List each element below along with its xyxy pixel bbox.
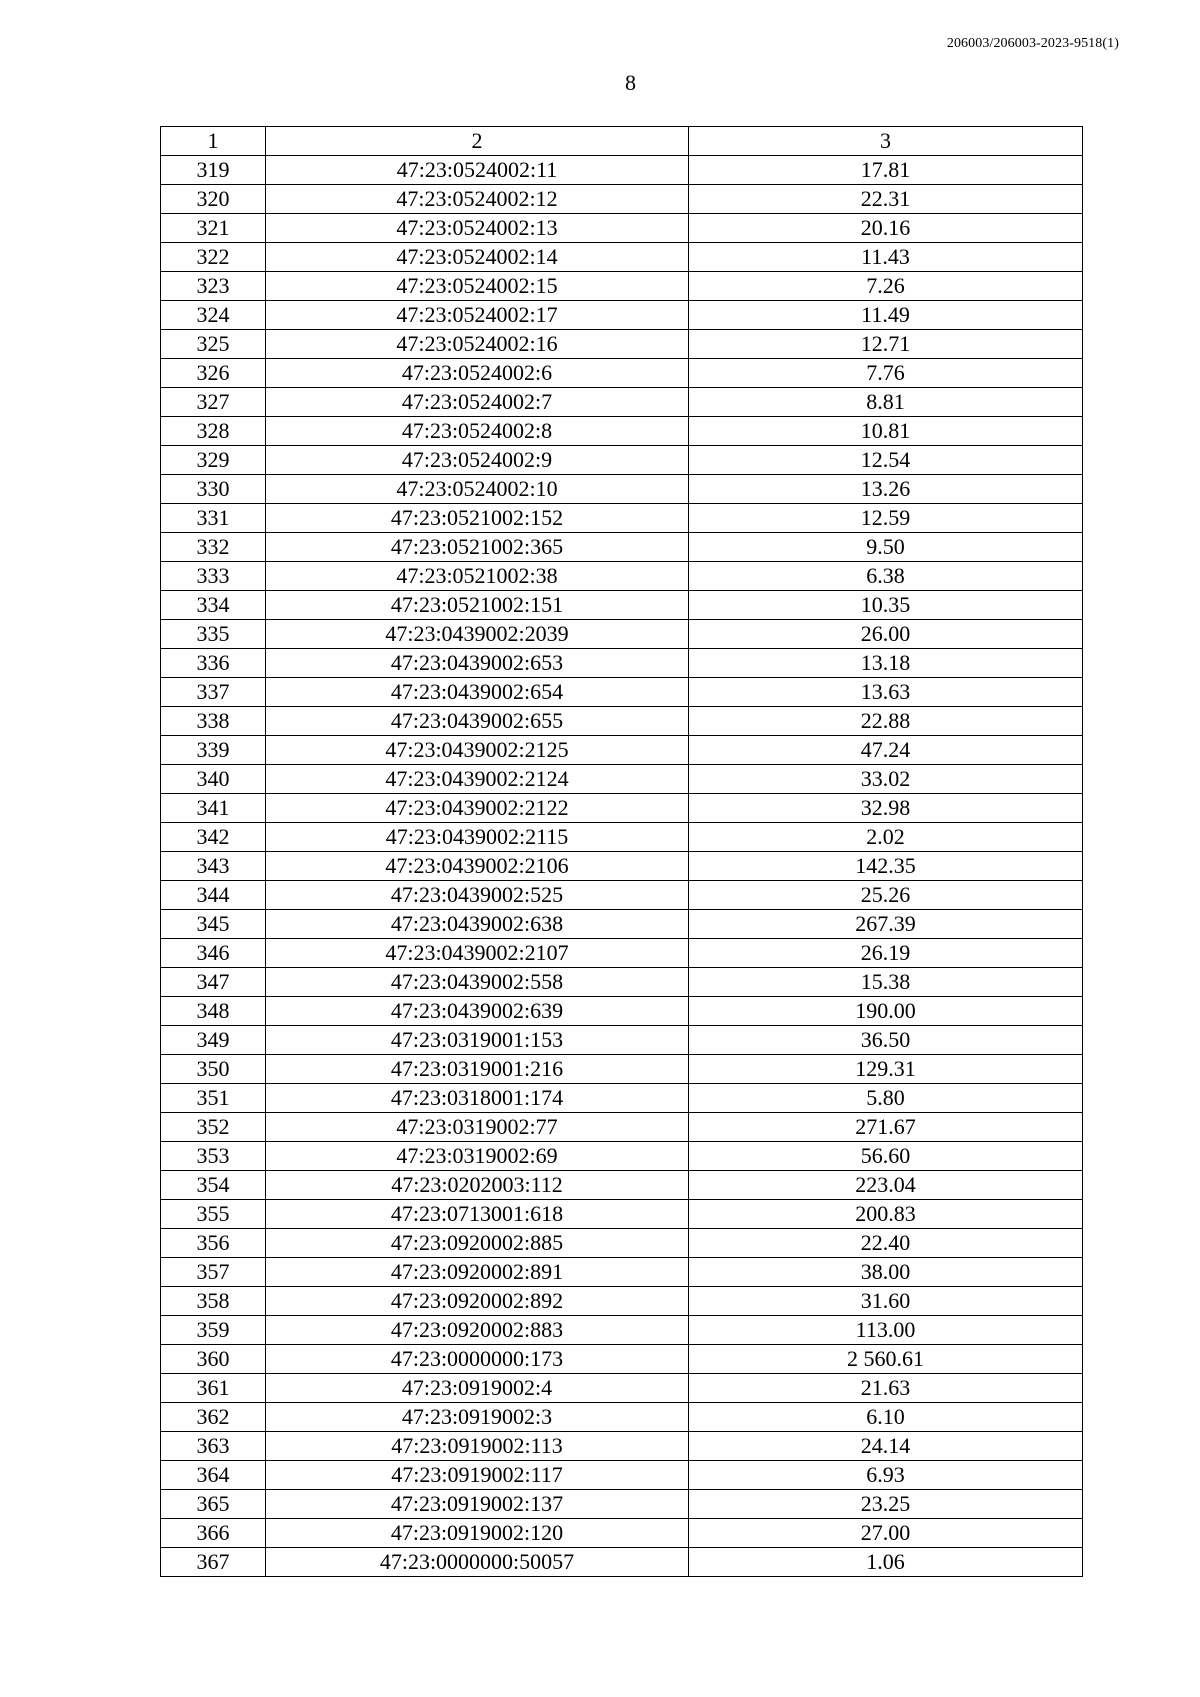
cell-cadastral-number: 47:23:0524002:16 [266,330,689,359]
table-body [161,156,1083,1577]
cell-row-number: 356 [161,1229,266,1258]
cell-row-number: 347 [161,968,266,997]
cell-value: 23.25 [689,1490,1083,1519]
table-row [161,1316,1083,1345]
cell-cadastral-number: 47:23:0000000:173 [266,1345,689,1374]
table-row [161,1026,1083,1055]
table-row [161,823,1083,852]
cell-value: 6.10 [689,1403,1083,1432]
cell-row-number: 340 [161,765,266,794]
cell-row-number: 350 [161,1055,266,1084]
page-number: 8 [625,70,636,95]
column-header-cadastral: 2 [266,127,689,156]
table-row [161,765,1083,794]
cell-value: 267.39 [689,910,1083,939]
table-row [161,388,1083,417]
table-row [161,939,1083,968]
cell-row-number: 365 [161,1490,266,1519]
cell-cadastral-number: 47:23:0202003:112 [266,1171,689,1200]
table-row [161,533,1083,562]
table-row [161,185,1083,214]
cell-value: 32.98 [689,794,1083,823]
cell-cadastral-number: 47:23:0521002:152 [266,504,689,533]
cell-value: 10.81 [689,417,1083,446]
cell-row-number: 348 [161,997,266,1026]
cell-cadastral-number: 47:23:0319001:216 [266,1055,689,1084]
cell-cadastral-number: 47:23:0439002:2125 [266,736,689,765]
cell-row-number: 367 [161,1548,266,1577]
table-header-row [161,127,1083,156]
table-row [161,1229,1083,1258]
cell-row-number: 337 [161,678,266,707]
cell-row-number: 329 [161,446,266,475]
cell-row-number: 321 [161,214,266,243]
land-plots-table [160,126,1083,1577]
cell-row-number: 355 [161,1200,266,1229]
table-row [161,794,1083,823]
cell-value: 22.31 [689,185,1083,214]
cell-value: 142.35 [689,852,1083,881]
table-row [161,1055,1083,1084]
cell-cadastral-number: 47:23:0439002:654 [266,678,689,707]
cell-cadastral-number: 47:23:0524002:12 [266,185,689,214]
cell-value: 26.00 [689,620,1083,649]
cell-value: 11.43 [689,243,1083,272]
cell-row-number: 360 [161,1345,266,1374]
table-row [161,997,1083,1026]
table-row [161,301,1083,330]
cell-cadastral-number: 47:23:0524002:10 [266,475,689,504]
cell-value: 17.81 [689,156,1083,185]
table-row [161,1403,1083,1432]
cell-cadastral-number: 47:23:0000000:50057 [266,1548,689,1577]
cell-cadastral-number: 47:23:0439002:525 [266,881,689,910]
cell-cadastral-number: 47:23:0319002:69 [266,1142,689,1171]
cell-value: 8.81 [689,388,1083,417]
cell-row-number: 336 [161,649,266,678]
cell-row-number: 359 [161,1316,266,1345]
cell-cadastral-number: 47:23:0920002:891 [266,1258,689,1287]
cell-row-number: 338 [161,707,266,736]
cell-row-number: 333 [161,562,266,591]
cell-cadastral-number: 47:23:0524002:11 [266,156,689,185]
cell-cadastral-number: 47:23:0521002:151 [266,591,689,620]
cell-value: 33.02 [689,765,1083,794]
cell-row-number: 339 [161,736,266,765]
cell-row-number: 319 [161,156,266,185]
cell-value: 13.18 [689,649,1083,678]
cell-row-number: 322 [161,243,266,272]
cell-value: 27.00 [689,1519,1083,1548]
table-row [161,156,1083,185]
table-row [161,1113,1083,1142]
table-row [161,1171,1083,1200]
cell-row-number: 328 [161,417,266,446]
cell-value: 1.06 [689,1548,1083,1577]
cell-value: 31.60 [689,1287,1083,1316]
table-row [161,446,1083,475]
cell-row-number: 334 [161,591,266,620]
cell-value: 38.00 [689,1258,1083,1287]
cell-value: 2.02 [689,823,1083,852]
table-row [161,214,1083,243]
cell-value: 36.50 [689,1026,1083,1055]
cell-cadastral-number: 47:23:0919002:117 [266,1461,689,1490]
cell-value: 6.93 [689,1461,1083,1490]
table-row [161,1548,1083,1577]
cell-cadastral-number: 47:23:0439002:638 [266,910,689,939]
cell-row-number: 358 [161,1287,266,1316]
table-row [161,591,1083,620]
cell-cadastral-number: 47:23:0919002:3 [266,1403,689,1432]
cell-row-number: 326 [161,359,266,388]
table-row [161,1200,1083,1229]
cell-row-number: 366 [161,1519,266,1548]
table-row [161,417,1083,446]
cell-value: 11.49 [689,301,1083,330]
cell-row-number: 335 [161,620,266,649]
cell-row-number: 341 [161,794,266,823]
column-header-number: 1 [161,127,266,156]
document-reference: 206003/206003-2023-9518(1) [946,36,1119,51]
cell-cadastral-number: 47:23:0319001:153 [266,1026,689,1055]
cell-row-number: 342 [161,823,266,852]
column-header-value: 3 [689,127,1083,156]
cell-value: 24.14 [689,1432,1083,1461]
cell-row-number: 351 [161,1084,266,1113]
cell-cadastral-number: 47:23:0439002:2115 [266,823,689,852]
table-row [161,272,1083,301]
cell-row-number: 362 [161,1403,266,1432]
cell-row-number: 332 [161,533,266,562]
cell-value: 10.35 [689,591,1083,620]
table-row [161,736,1083,765]
table-row [161,243,1083,272]
cell-cadastral-number: 47:23:0439002:2124 [266,765,689,794]
cell-cadastral-number: 47:23:0439002:2039 [266,620,689,649]
table-row [161,1490,1083,1519]
cell-cadastral-number: 47:23:0920002:885 [266,1229,689,1258]
table-row [161,881,1083,910]
cell-row-number: 330 [161,475,266,504]
cell-cadastral-number: 47:23:0524002:14 [266,243,689,272]
cell-cadastral-number: 47:23:0919002:120 [266,1519,689,1548]
cell-value: 6.38 [689,562,1083,591]
table-row [161,968,1083,997]
table-row [161,678,1083,707]
cell-row-number: 352 [161,1113,266,1142]
table-row [161,649,1083,678]
cell-value: 113.00 [689,1316,1083,1345]
cell-value: 13.63 [689,678,1083,707]
cell-value: 15.38 [689,968,1083,997]
cell-value: 25.26 [689,881,1083,910]
cell-row-number: 344 [161,881,266,910]
cell-value: 271.67 [689,1113,1083,1142]
table-row [161,1432,1083,1461]
cell-value: 5.80 [689,1084,1083,1113]
cell-row-number: 343 [161,852,266,881]
cell-row-number: 323 [161,272,266,301]
table-row [161,910,1083,939]
cell-cadastral-number: 47:23:0920002:883 [266,1316,689,1345]
cell-cadastral-number: 47:23:0524002:17 [266,301,689,330]
cell-value: 9.50 [689,533,1083,562]
cell-row-number: 327 [161,388,266,417]
cell-cadastral-number: 47:23:0521002:365 [266,533,689,562]
cell-cadastral-number: 47:23:0319002:77 [266,1113,689,1142]
cell-value: 7.26 [689,272,1083,301]
cell-value: 200.83 [689,1200,1083,1229]
table-row [161,475,1083,504]
table-row [161,1287,1083,1316]
cell-cadastral-number: 47:23:0439002:2107 [266,939,689,968]
cell-value: 26.19 [689,939,1083,968]
cell-row-number: 346 [161,939,266,968]
cell-value: 47.24 [689,736,1083,765]
cell-cadastral-number: 47:23:0919002:137 [266,1490,689,1519]
cell-value: 22.40 [689,1229,1083,1258]
cell-cadastral-number: 47:23:0439002:2106 [266,852,689,881]
table-row [161,1345,1083,1374]
cell-cadastral-number: 47:23:0524002:13 [266,214,689,243]
cell-value: 12.71 [689,330,1083,359]
cell-cadastral-number: 47:23:0439002:2122 [266,794,689,823]
cell-row-number: 363 [161,1432,266,1461]
cell-value: 223.04 [689,1171,1083,1200]
cell-row-number: 331 [161,504,266,533]
cell-cadastral-number: 47:23:0524002:9 [266,446,689,475]
cell-row-number: 361 [161,1374,266,1403]
cell-cadastral-number: 47:23:0919002:4 [266,1374,689,1403]
cell-row-number: 349 [161,1026,266,1055]
cell-cadastral-number: 47:23:0521002:38 [266,562,689,591]
table-row [161,620,1083,649]
cell-value: 56.60 [689,1142,1083,1171]
cell-cadastral-number: 47:23:0439002:558 [266,968,689,997]
cell-cadastral-number: 47:23:0524002:15 [266,272,689,301]
cell-cadastral-number: 47:23:0318001:174 [266,1084,689,1113]
cell-cadastral-number: 47:23:0439002:653 [266,649,689,678]
table-row [161,1519,1083,1548]
cell-row-number: 364 [161,1461,266,1490]
cell-cadastral-number: 47:23:0920002:892 [266,1287,689,1316]
table-row [161,1258,1083,1287]
cell-row-number: 357 [161,1258,266,1287]
cell-value: 22.88 [689,707,1083,736]
table-row [161,1461,1083,1490]
table-row [161,562,1083,591]
cell-row-number: 320 [161,185,266,214]
cell-row-number: 325 [161,330,266,359]
cell-cadastral-number: 47:23:0713001:618 [266,1200,689,1229]
table-row [161,707,1083,736]
cell-cadastral-number: 47:23:0919002:113 [266,1432,689,1461]
table-row [161,504,1083,533]
cell-value: 190.00 [689,997,1083,1026]
table-row [161,852,1083,881]
cell-value: 129.31 [689,1055,1083,1084]
cell-cadastral-number: 47:23:0524002:8 [266,417,689,446]
cell-value: 12.54 [689,446,1083,475]
cell-value: 20.16 [689,214,1083,243]
table-row [161,359,1083,388]
cell-value: 2 560.61 [689,1345,1083,1374]
cell-row-number: 345 [161,910,266,939]
cell-cadastral-number: 47:23:0524002:7 [266,388,689,417]
cell-value: 7.76 [689,359,1083,388]
cell-cadastral-number: 47:23:0439002:655 [266,707,689,736]
cell-value: 13.26 [689,475,1083,504]
cell-row-number: 354 [161,1171,266,1200]
cell-value: 21.63 [689,1374,1083,1403]
table-row [161,330,1083,359]
cell-cadastral-number: 47:23:0524002:6 [266,359,689,388]
cell-cadastral-number: 47:23:0439002:639 [266,997,689,1026]
table-row [161,1142,1083,1171]
cell-row-number: 324 [161,301,266,330]
table-row [161,1084,1083,1113]
cell-value: 12.59 [689,504,1083,533]
cell-row-number: 353 [161,1142,266,1171]
table-row [161,1374,1083,1403]
